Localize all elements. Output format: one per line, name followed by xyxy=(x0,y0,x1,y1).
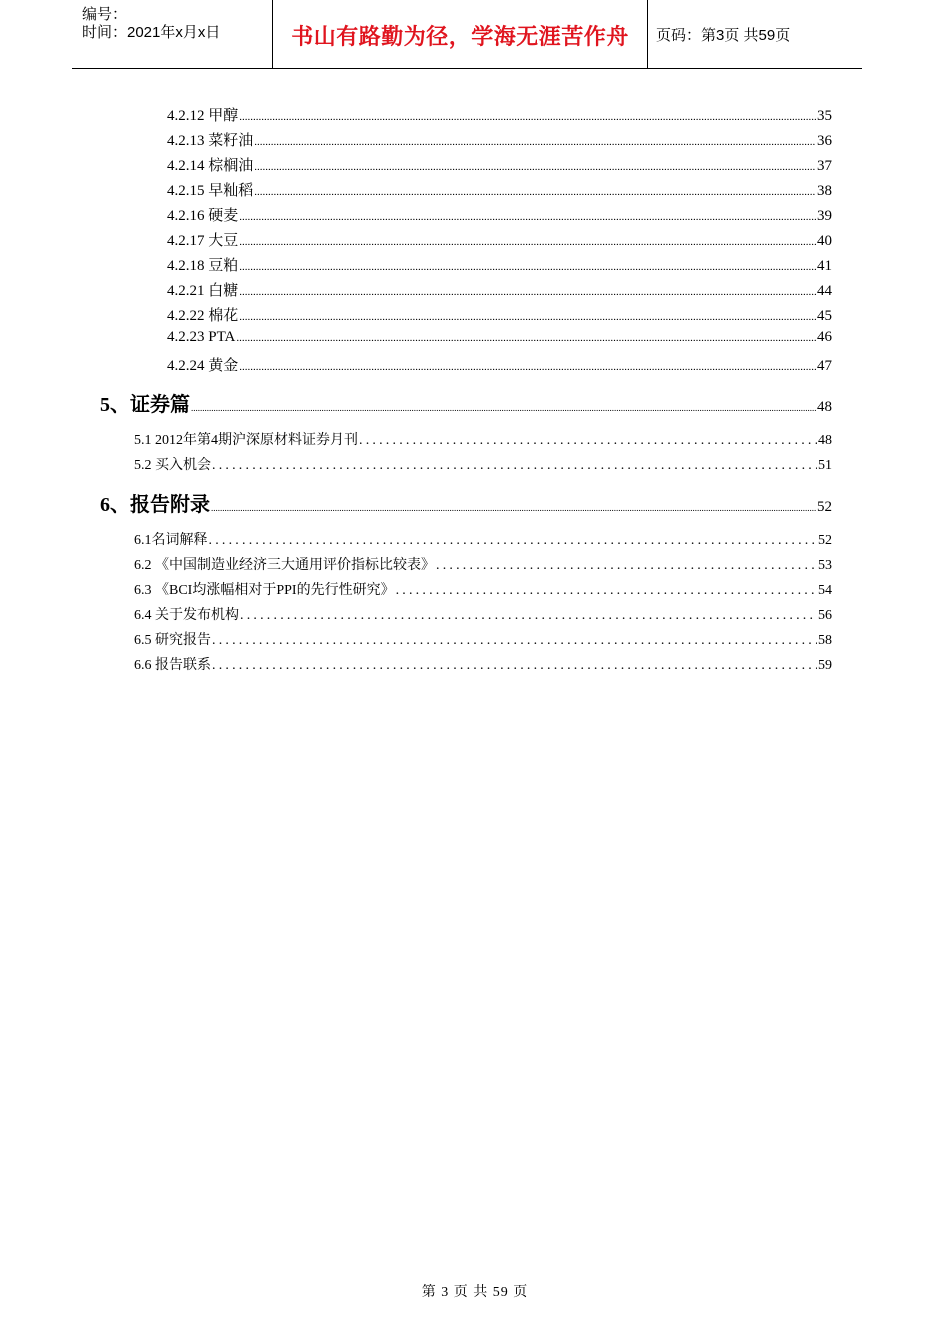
toc-entry[interactable] xyxy=(167,329,832,346)
toc-leader xyxy=(254,186,816,198)
toc-entry[interactable] xyxy=(134,454,832,474)
toc-leader xyxy=(236,332,816,344)
toc-entry-page: 37 xyxy=(817,158,832,174)
toc-entry[interactable] xyxy=(167,229,832,250)
toc-entry-page: 48 xyxy=(818,433,832,448)
toc-leader xyxy=(254,136,816,148)
toc-entry-label: 5.2 买入机会 xyxy=(134,458,211,473)
toc-entry-label: 6.6 报告联系 xyxy=(134,658,211,673)
toc-entry-label: 4.2.21 白糖 xyxy=(167,283,239,299)
toc-entry-label: 6.5 研究报告 xyxy=(134,633,211,648)
toc-entry-label: 4.2.23 PTA xyxy=(167,329,236,345)
toc-entry[interactable] xyxy=(134,554,832,574)
toc-leader xyxy=(436,558,817,574)
document-time-label: 时间：2021年x月x日 xyxy=(82,24,221,41)
toc-entry[interactable] xyxy=(167,104,832,125)
toc-entry-page: 47 xyxy=(817,358,832,374)
toc-leader xyxy=(239,211,816,223)
toc-leader xyxy=(359,433,817,449)
toc-entry-page: 59 xyxy=(818,658,832,673)
toc-entry[interactable] xyxy=(167,304,832,325)
toc-entry-page: 53 xyxy=(818,558,832,573)
toc-entry-label: 4.2.22 棉花 xyxy=(167,308,239,324)
toc-entry-page: 39 xyxy=(817,208,832,224)
toc-leader xyxy=(239,361,816,373)
toc-entry-page: 51 xyxy=(818,458,832,473)
toc-section-page: 52 xyxy=(817,499,832,515)
toc-entry-label: 4.2.14 棕榈油 xyxy=(167,158,254,174)
toc-entry-page: 52 xyxy=(818,533,832,548)
toc-entry-label: 4.2.17 大豆 xyxy=(167,233,239,249)
toc-entry-label: 6.3 《BCI均涨幅相对于PPI的先行性研究》 xyxy=(134,583,395,598)
toc-entry[interactable] xyxy=(134,654,832,674)
toc-entry-label: 5.1 2012年第4期沪深原材料证券月刊 xyxy=(134,433,358,448)
toc-entry-page: 40 xyxy=(817,233,832,249)
toc-entry-page: 35 xyxy=(817,108,832,124)
toc-leader xyxy=(212,658,817,674)
toc-section-6[interactable] xyxy=(100,488,832,517)
toc-entry[interactable] xyxy=(167,179,832,200)
toc-entry-page: 46 xyxy=(817,329,832,345)
toc-entry-label: 6.1名词解释 xyxy=(134,533,208,548)
toc-entry[interactable] xyxy=(167,204,832,225)
toc-entry-label: 4.2.24 黄金 xyxy=(167,358,239,374)
toc-entry-label: 4.2.13 菜籽油 xyxy=(167,133,254,149)
toc-section-page: 48 xyxy=(817,399,832,415)
toc-entry-page: 36 xyxy=(817,133,832,149)
header-motto-cell xyxy=(272,0,648,68)
toc-section-label: 5、证券篇 xyxy=(100,394,190,416)
toc-entry-page: 41 xyxy=(817,258,832,274)
toc-leader xyxy=(191,403,816,413)
toc-section-label: 6、报告附录 xyxy=(100,494,210,516)
toc-entry-label: 4.2.15 早籼稻 xyxy=(167,183,254,199)
toc-leader xyxy=(396,583,817,599)
toc-entry[interactable] xyxy=(167,254,832,275)
toc-entry[interactable] xyxy=(167,129,832,150)
toc-entry-label: 6.4 关于发布机构 xyxy=(134,608,239,623)
header-page-cell xyxy=(647,0,862,68)
toc-leader xyxy=(239,111,816,123)
toc-entry[interactable] xyxy=(167,154,832,175)
toc-entry-page: 56 xyxy=(818,608,832,623)
toc-entry[interactable] xyxy=(167,279,832,300)
toc-leader xyxy=(239,261,816,273)
toc-leader xyxy=(239,236,816,248)
toc-leader xyxy=(239,286,816,298)
toc-section-5[interactable] xyxy=(100,388,832,417)
page-footer: 第 3 页 共 59 页 xyxy=(421,1285,529,1300)
toc-entry[interactable] xyxy=(134,429,832,449)
toc-entry[interactable] xyxy=(134,529,832,549)
toc-entry-label: 4.2.12 甲醇 xyxy=(167,108,239,124)
toc-leader xyxy=(240,608,817,624)
toc-leader xyxy=(254,161,816,173)
toc-leader xyxy=(211,503,816,513)
toc-entry-page: 44 xyxy=(817,283,832,299)
header-info-cell xyxy=(72,0,272,68)
toc-entry[interactable] xyxy=(134,579,832,599)
page-header xyxy=(72,0,862,69)
toc-entry-page: 58 xyxy=(818,633,832,648)
toc-leader xyxy=(212,633,817,649)
header-page-info: 页码：第3页 共59页 xyxy=(656,27,791,44)
toc-entry[interactable] xyxy=(134,629,832,649)
toc-entry[interactable] xyxy=(134,604,832,624)
toc-entry-label: 4.2.18 豆粕 xyxy=(167,258,239,274)
toc-entry-page: 54 xyxy=(818,583,832,598)
toc-entry-label: 4.2.16 硬麦 xyxy=(167,208,239,224)
toc-entry-label: 6.2 《中国制造业经济三大通用评价指标比较表》 xyxy=(134,558,435,573)
document-code-label: 编号： xyxy=(82,6,128,23)
header-motto: 书山有路勤为径，学海无涯苦作舟 xyxy=(291,25,629,50)
toc-leader xyxy=(209,533,818,549)
toc-leader xyxy=(212,458,817,474)
toc-entry[interactable] xyxy=(167,354,832,375)
toc-entry-page: 38 xyxy=(817,183,832,199)
toc-leader xyxy=(239,311,816,323)
toc-entry-page: 45 xyxy=(817,308,832,324)
